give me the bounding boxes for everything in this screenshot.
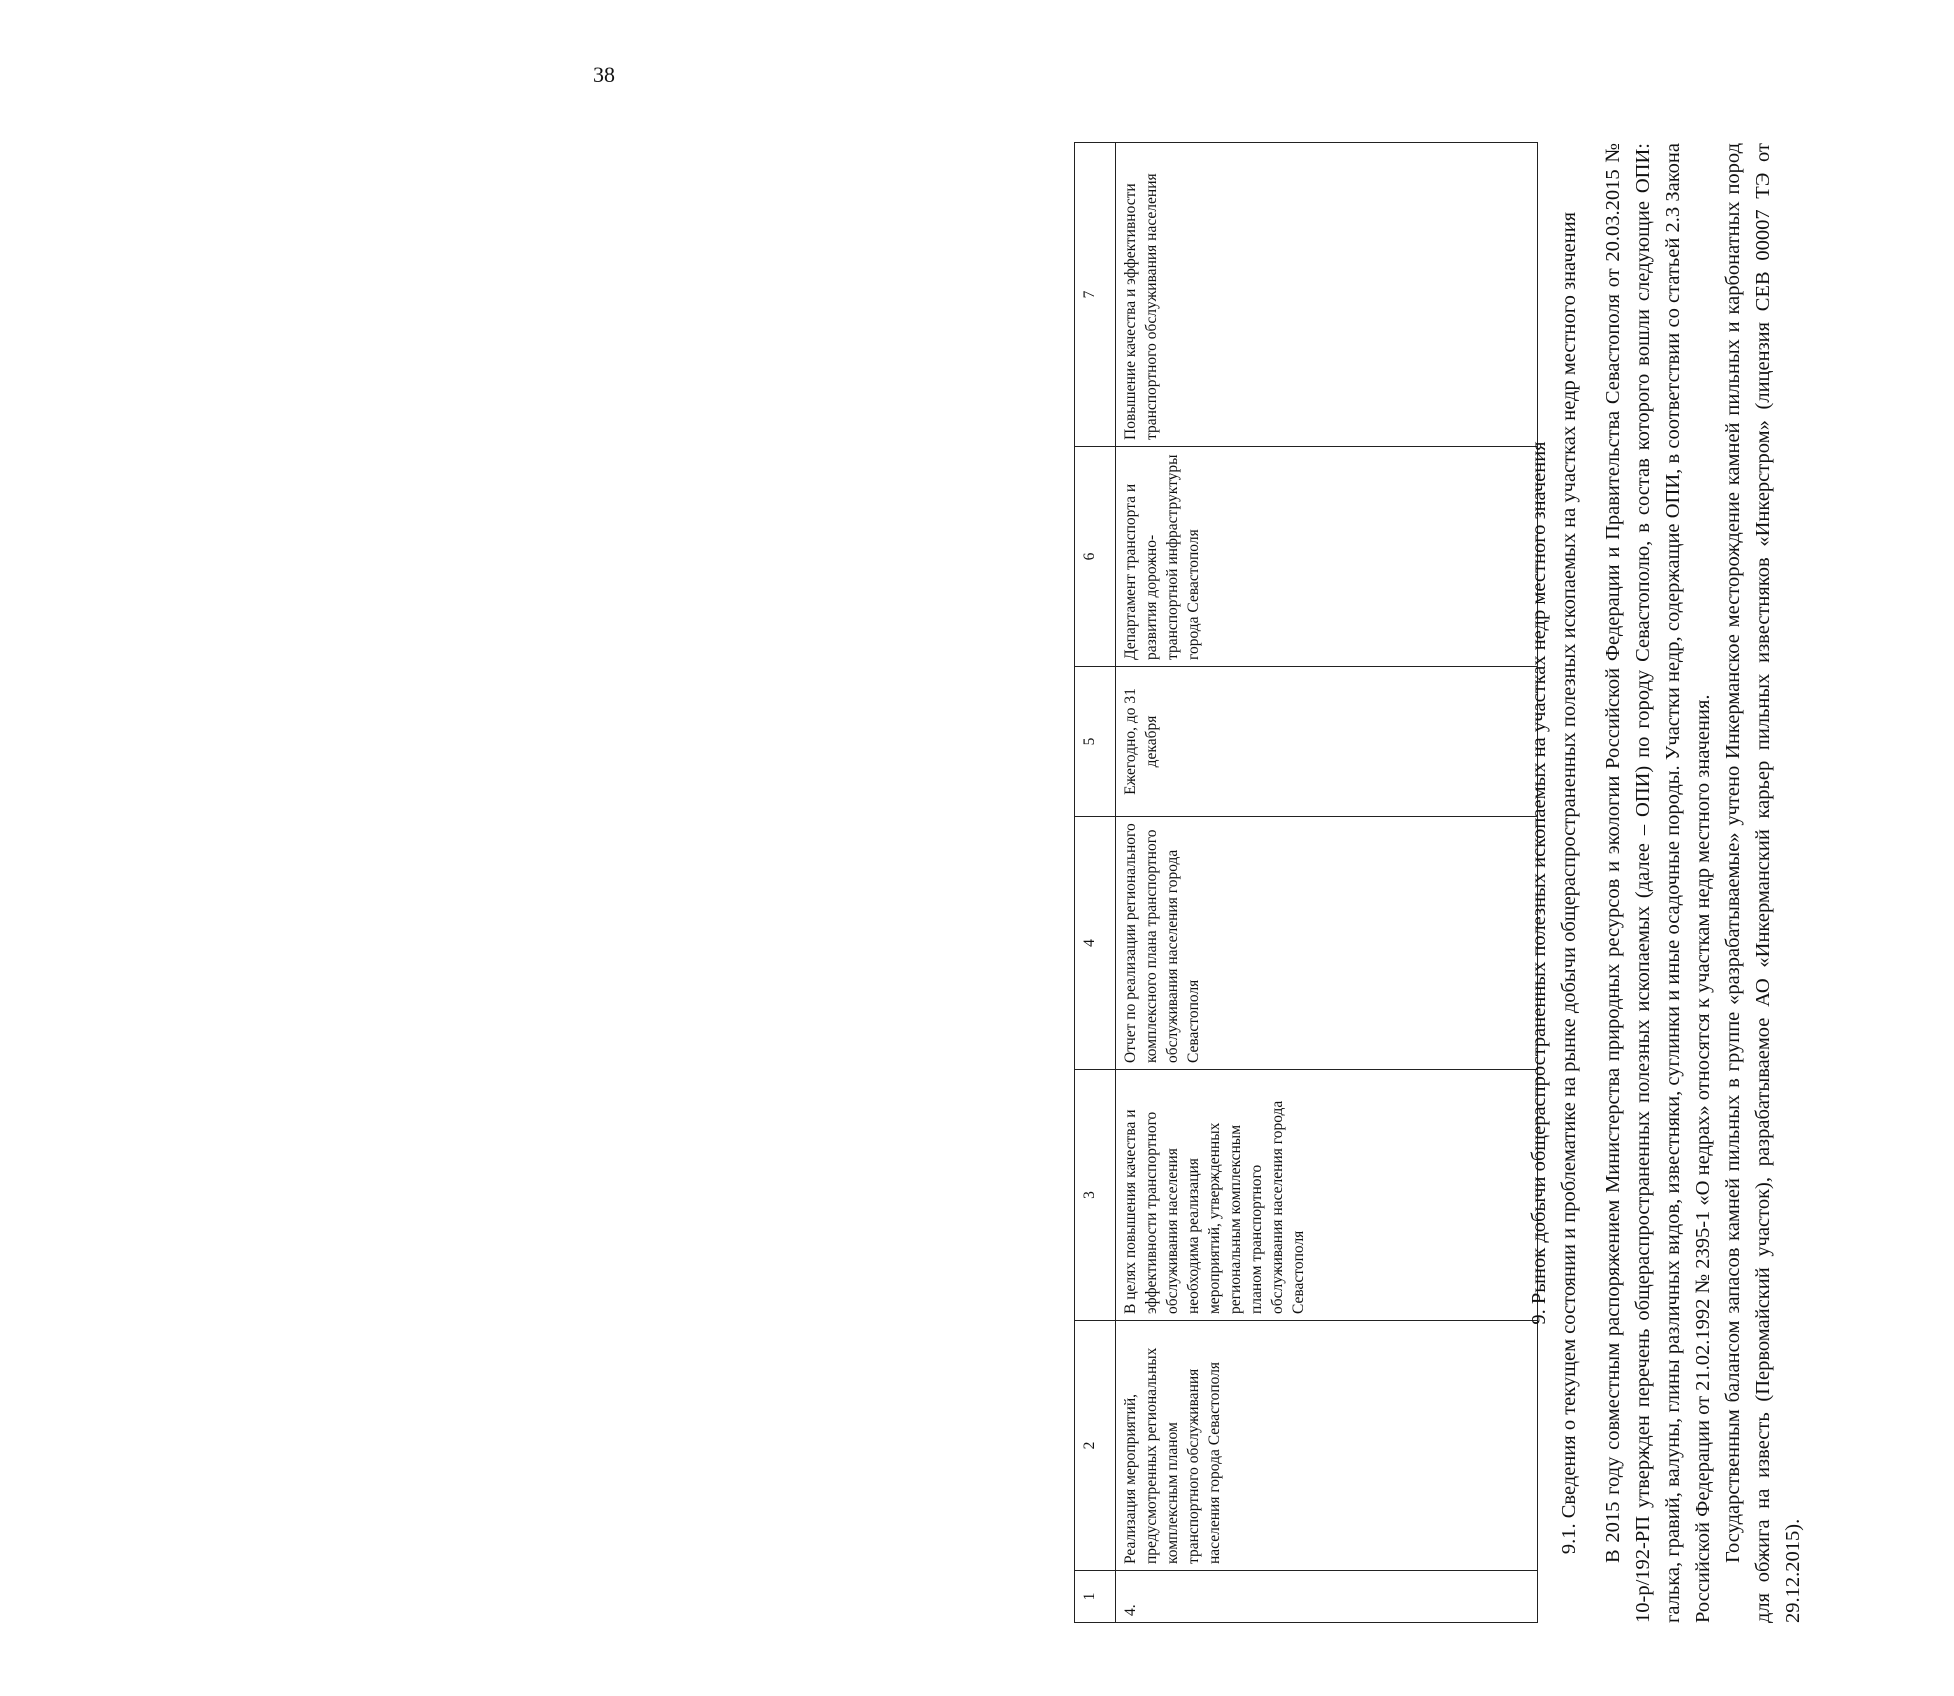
table-row: [1116, 143, 1538, 1623]
table-header-row: [1075, 143, 1116, 1623]
column-header-3: 3: [1075, 1070, 1116, 1321]
page-number: 38: [593, 62, 615, 87]
cell-rationale: В целях повышения качества и эффективности транспортного обслуживания населения необходима реализация мероприятий, утвержденных региональным комплексным планом транспортного обслуживания населения города Севастополя: [1116, 1070, 1538, 1321]
measures-table: [1074, 142, 1538, 1623]
section-heading: 9. Рынок добычи общераспространенных полезных ископаемых на участках недр местного значения: [1528, 441, 1550, 1325]
column-header-4: 4: [1075, 817, 1116, 1070]
section-text: [1524, 143, 1808, 1623]
section-subheading: 9.1. Сведения о текущем состоянии и проблематике на рынке добычи общераспространенных полезных ископаемых на участках недр местного значения: [1558, 211, 1580, 1555]
paragraph: Государственным балансом запасов камней пильных в группе «разрабатываемые» учтено Инкерманское месторождение камней пильных и карбонатных пород для обжига на известь (Первомайский участок), разрабатываемое АО «Инкерманский карьер пильных известняков «Инкерстром» (лицензия СЕВ 00007 ТЭ от 29.12.2015).: [1722, 143, 1804, 1623]
cell-result: Повышение качества и эффективности транспортного обслуживания населения: [1116, 143, 1538, 447]
cell-document: Отчет по реализации регионального комплексного плана транспортного обслуживания населения города Севастополя: [1116, 817, 1538, 1070]
column-header-5: 5: [1075, 667, 1116, 817]
cell-measure: Реализация мероприятий, предусмотренных региональных комплексным планом транспортного обслуживания населения города Севастополя: [1116, 1321, 1538, 1571]
cell-deadline: Ежегодно, до 31 декабря: [1116, 667, 1538, 817]
rotated-content: [1074, 143, 1954, 1623]
column-header-6: 6: [1075, 447, 1116, 667]
cell-responsible: Департамент транспорта и развития дорожно-транспортной инфраструктуры города Севастополя: [1116, 447, 1538, 667]
column-header-2: 2: [1075, 1321, 1116, 1571]
column-header-1: 1: [1075, 1571, 1116, 1623]
paragraph: В 2015 году совместным распоряжением Министерства природных ресурсов и экологии Российской Федерации и Правительства Севастополя от 20.03.2015 № 10-р/192-РП утвержден перечень общераспространенных полезных ископаемых (далее – ОПИ) по городу Севастополю, в состав которого вошли следующие ОПИ: галька, гравий, валуны, глины различных видов, известняки, суглинки и иные осадочные породы. Участки недр, содержащие ОПИ, в соответствии со статьей 2.3 Закона Российской Федерации от 21.02.1992 № 2395-1 «О недрах» относятся к участкам недр местного значения.: [1602, 143, 1714, 1623]
column-header-7: 7: [1075, 143, 1116, 447]
cell-number: 4.: [1116, 1571, 1538, 1623]
